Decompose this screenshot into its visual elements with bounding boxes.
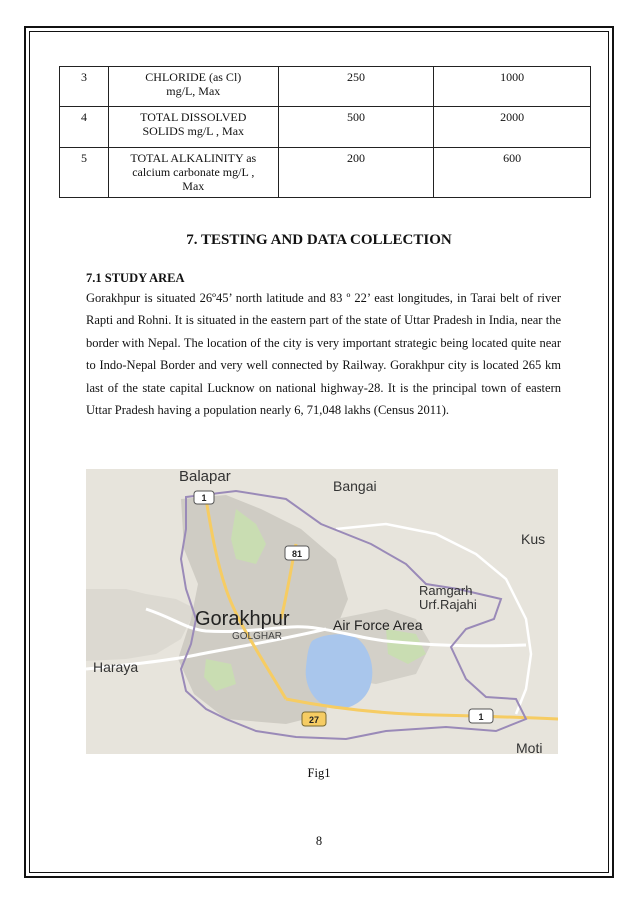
shield-number: 1 — [478, 712, 484, 722]
map-label-haraya: Haraya — [93, 659, 139, 675]
row-number: 3 — [60, 67, 109, 107]
desirable-limit-cell: 500 — [278, 107, 434, 148]
desirable-limit-cell: 200 — [278, 148, 434, 198]
map-label-urf-rajahi: Urf.Rajahi — [419, 597, 477, 612]
section-title: 7. TESTING AND DATA COLLECTION — [186, 232, 452, 248]
gorakhpur-map — [86, 469, 558, 754]
table-row — [60, 148, 591, 198]
figure-caption: Fig1 — [307, 766, 331, 780]
shield-number: 81 — [291, 549, 303, 559]
parameter-line: Max — [182, 179, 205, 193]
shield-number: 1 — [201, 493, 207, 503]
lake — [306, 634, 373, 709]
table-row — [60, 67, 591, 107]
permissible-limit-cell: 2000 — [434, 107, 591, 148]
map-label-ramgarh: Ramgarh — [419, 583, 473, 598]
map-label-gorakhpur: Gorakhpur — [195, 608, 290, 630]
nh81-shield-icon — [285, 546, 309, 560]
parameter-line: calcium carbonate mg/L , — [132, 165, 255, 179]
map-label-air-force-area: Air Force Area — [333, 617, 423, 633]
nh27-shield-icon — [302, 712, 326, 726]
parameter-line: SOLIDS mg/L , Max — [142, 124, 245, 138]
parameter-cell — [108, 107, 278, 148]
shield-number: 27 — [308, 715, 320, 725]
map-label-golghar: GOLGHAR — [232, 631, 283, 642]
parameter-line: mg/L, Max — [166, 84, 221, 98]
subsection-title: 7.1 STUDY AREA — [86, 271, 185, 285]
map-svg — [86, 469, 558, 754]
parameter-line: TOTAL DISSOLVED — [140, 110, 247, 124]
nh1-shield-icon — [194, 491, 214, 504]
parameter-line: CHLORIDE (as Cl) — [145, 70, 242, 84]
nh1-right-shield-icon — [469, 709, 493, 723]
map-label-moti: Moti — [516, 740, 543, 754]
page-number: 8 — [315, 834, 323, 848]
map-label-kus: Kus — [521, 531, 546, 547]
parameter-cell — [108, 67, 278, 107]
row-number: 5 — [60, 148, 109, 198]
parameter-line: TOTAL ALKALINITY as — [130, 151, 257, 165]
permissible-limit-cell: 600 — [434, 148, 591, 198]
table-row — [60, 107, 591, 148]
row-number: 4 — [60, 107, 109, 148]
water-quality-standards-table — [59, 66, 591, 198]
map-label-bangai: Bangai — [333, 478, 377, 494]
parameter-cell — [108, 148, 278, 198]
map-label-balapar: Balapar — [179, 469, 231, 485]
desirable-limit-cell: 250 — [278, 67, 434, 107]
permissible-limit-cell: 1000 — [434, 67, 591, 107]
study-area-paragraph: Gorakhpur is situated 26º45’ north latitude and 83 º 22’ east longitudes, in Tarai belt of river Rapti and Rohni. It is situated in the eastern part of the state of Uttar Pradesh in India, near the border with Nepal. The location of the city is very important strategic being located quite near to Indo-Nepal Border and very well connected by Railway. Gorakhpur city is located 265 km last of the state capital Lucknow on national highway-28. It is the principal town of eastern Uttar Pradesh having a population nearly 6, 71,048 lakhs (Census 2011). — [86, 291, 561, 418]
